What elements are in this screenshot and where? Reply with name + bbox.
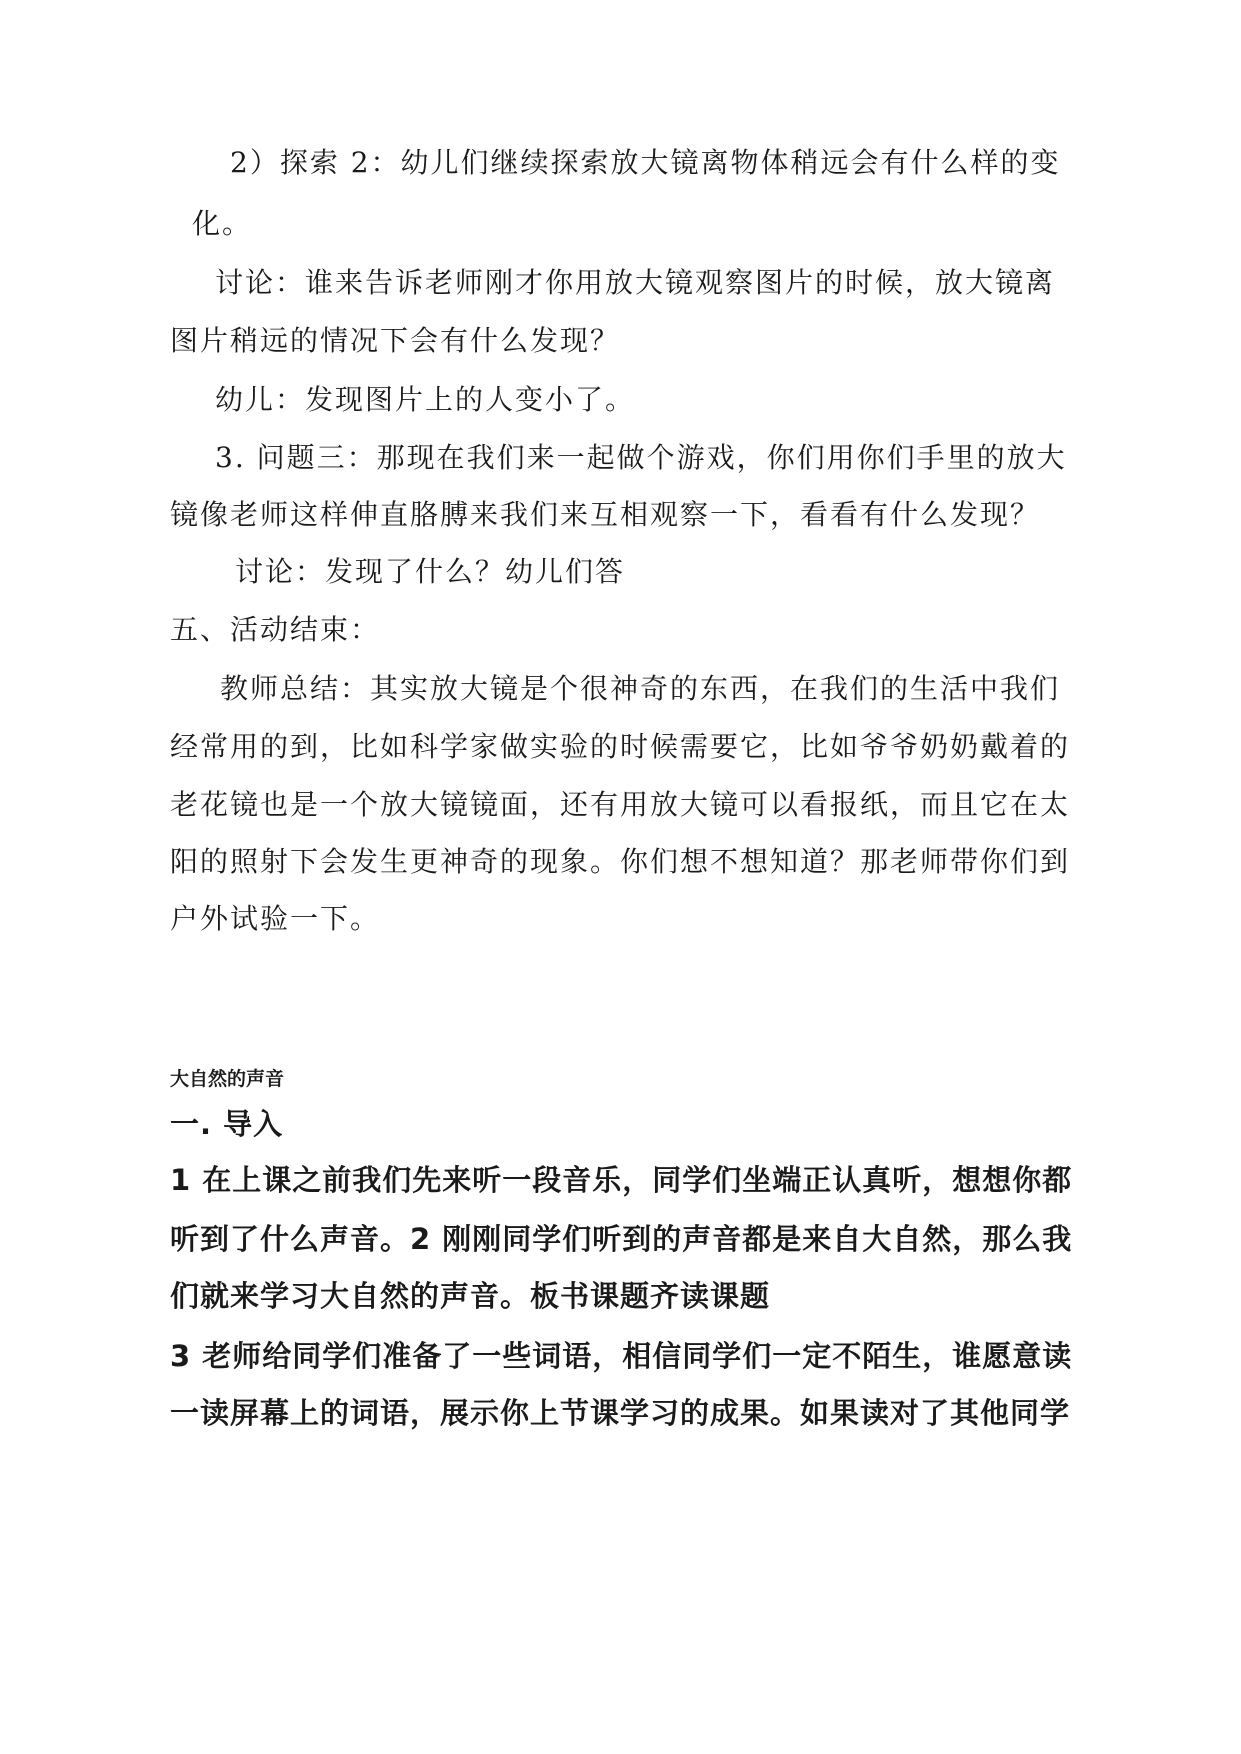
paragraph-line: 讨论：发现了什么？幼儿们答 bbox=[235, 555, 626, 588]
paragraph-line: 一读屏幕上的词语，展示你上节课学习的成果。如果读对了其他同学 bbox=[170, 1396, 1071, 1430]
paragraph-line: 教师总结：其实放大镜是个很神奇的东西，在我们的生活中我们 bbox=[220, 672, 1061, 705]
paragraph-line: 老花镜也是一个放大镜镜面，还有用放大镜可以看报纸，而且它在太 bbox=[170, 788, 1071, 821]
paragraph-line: 幼儿：发现图片上的人变小了。 bbox=[215, 383, 636, 416]
paragraph-line: 2）探索 2：幼儿们继续探索放大镜离物体稍远会有什么样的变 bbox=[230, 146, 1061, 179]
paragraph-line: 3. 问题三：那现在我们来一起做个游戏，你们用你们手里的放大 bbox=[215, 441, 1067, 474]
paragraph-line: 化。 bbox=[192, 207, 253, 240]
paragraph-line: 镜像老师这样伸直胳膊来我们来互相观察一下，看看有什么发现？ bbox=[170, 498, 1041, 531]
paragraph-line: 图片稍远的情况下会有什么发现？ bbox=[170, 324, 621, 357]
paragraph-line: 阳的照射下会发生更神奇的现象。你们想不想知道？那老师带你们到 bbox=[170, 845, 1071, 878]
lesson-title: 大自然的声音 bbox=[170, 1068, 285, 1090]
paragraph-line: 3 老师给同学们准备了一些词语，相信同学们一定不陌生，谁愿意读 bbox=[170, 1339, 1073, 1373]
paragraph-line: 1 在上课之前我们先来听一段音乐，同学们坐端正认真听，想想你都 bbox=[170, 1163, 1073, 1197]
paragraph-line: 经常用的到，比如科学家做实验的时候需要它，比如爷爷奶奶戴着的 bbox=[170, 730, 1071, 763]
section-heading: 一. 导入 bbox=[170, 1107, 284, 1141]
section-heading: 五、活动结束： bbox=[170, 613, 381, 646]
paragraph-line: 讨论：谁来告诉老师刚才你用放大镜观察图片的时候，放大镜离 bbox=[215, 266, 1056, 299]
paragraph-line: 们就来学习大自然的声音。板书课题齐读课题 bbox=[170, 1279, 771, 1313]
paragraph-line: 户外试验一下。 bbox=[170, 902, 381, 935]
paragraph-line: 听到了什么声音。2 刚刚同学们听到的声音都是来自大自然，那么我 bbox=[170, 1222, 1073, 1256]
